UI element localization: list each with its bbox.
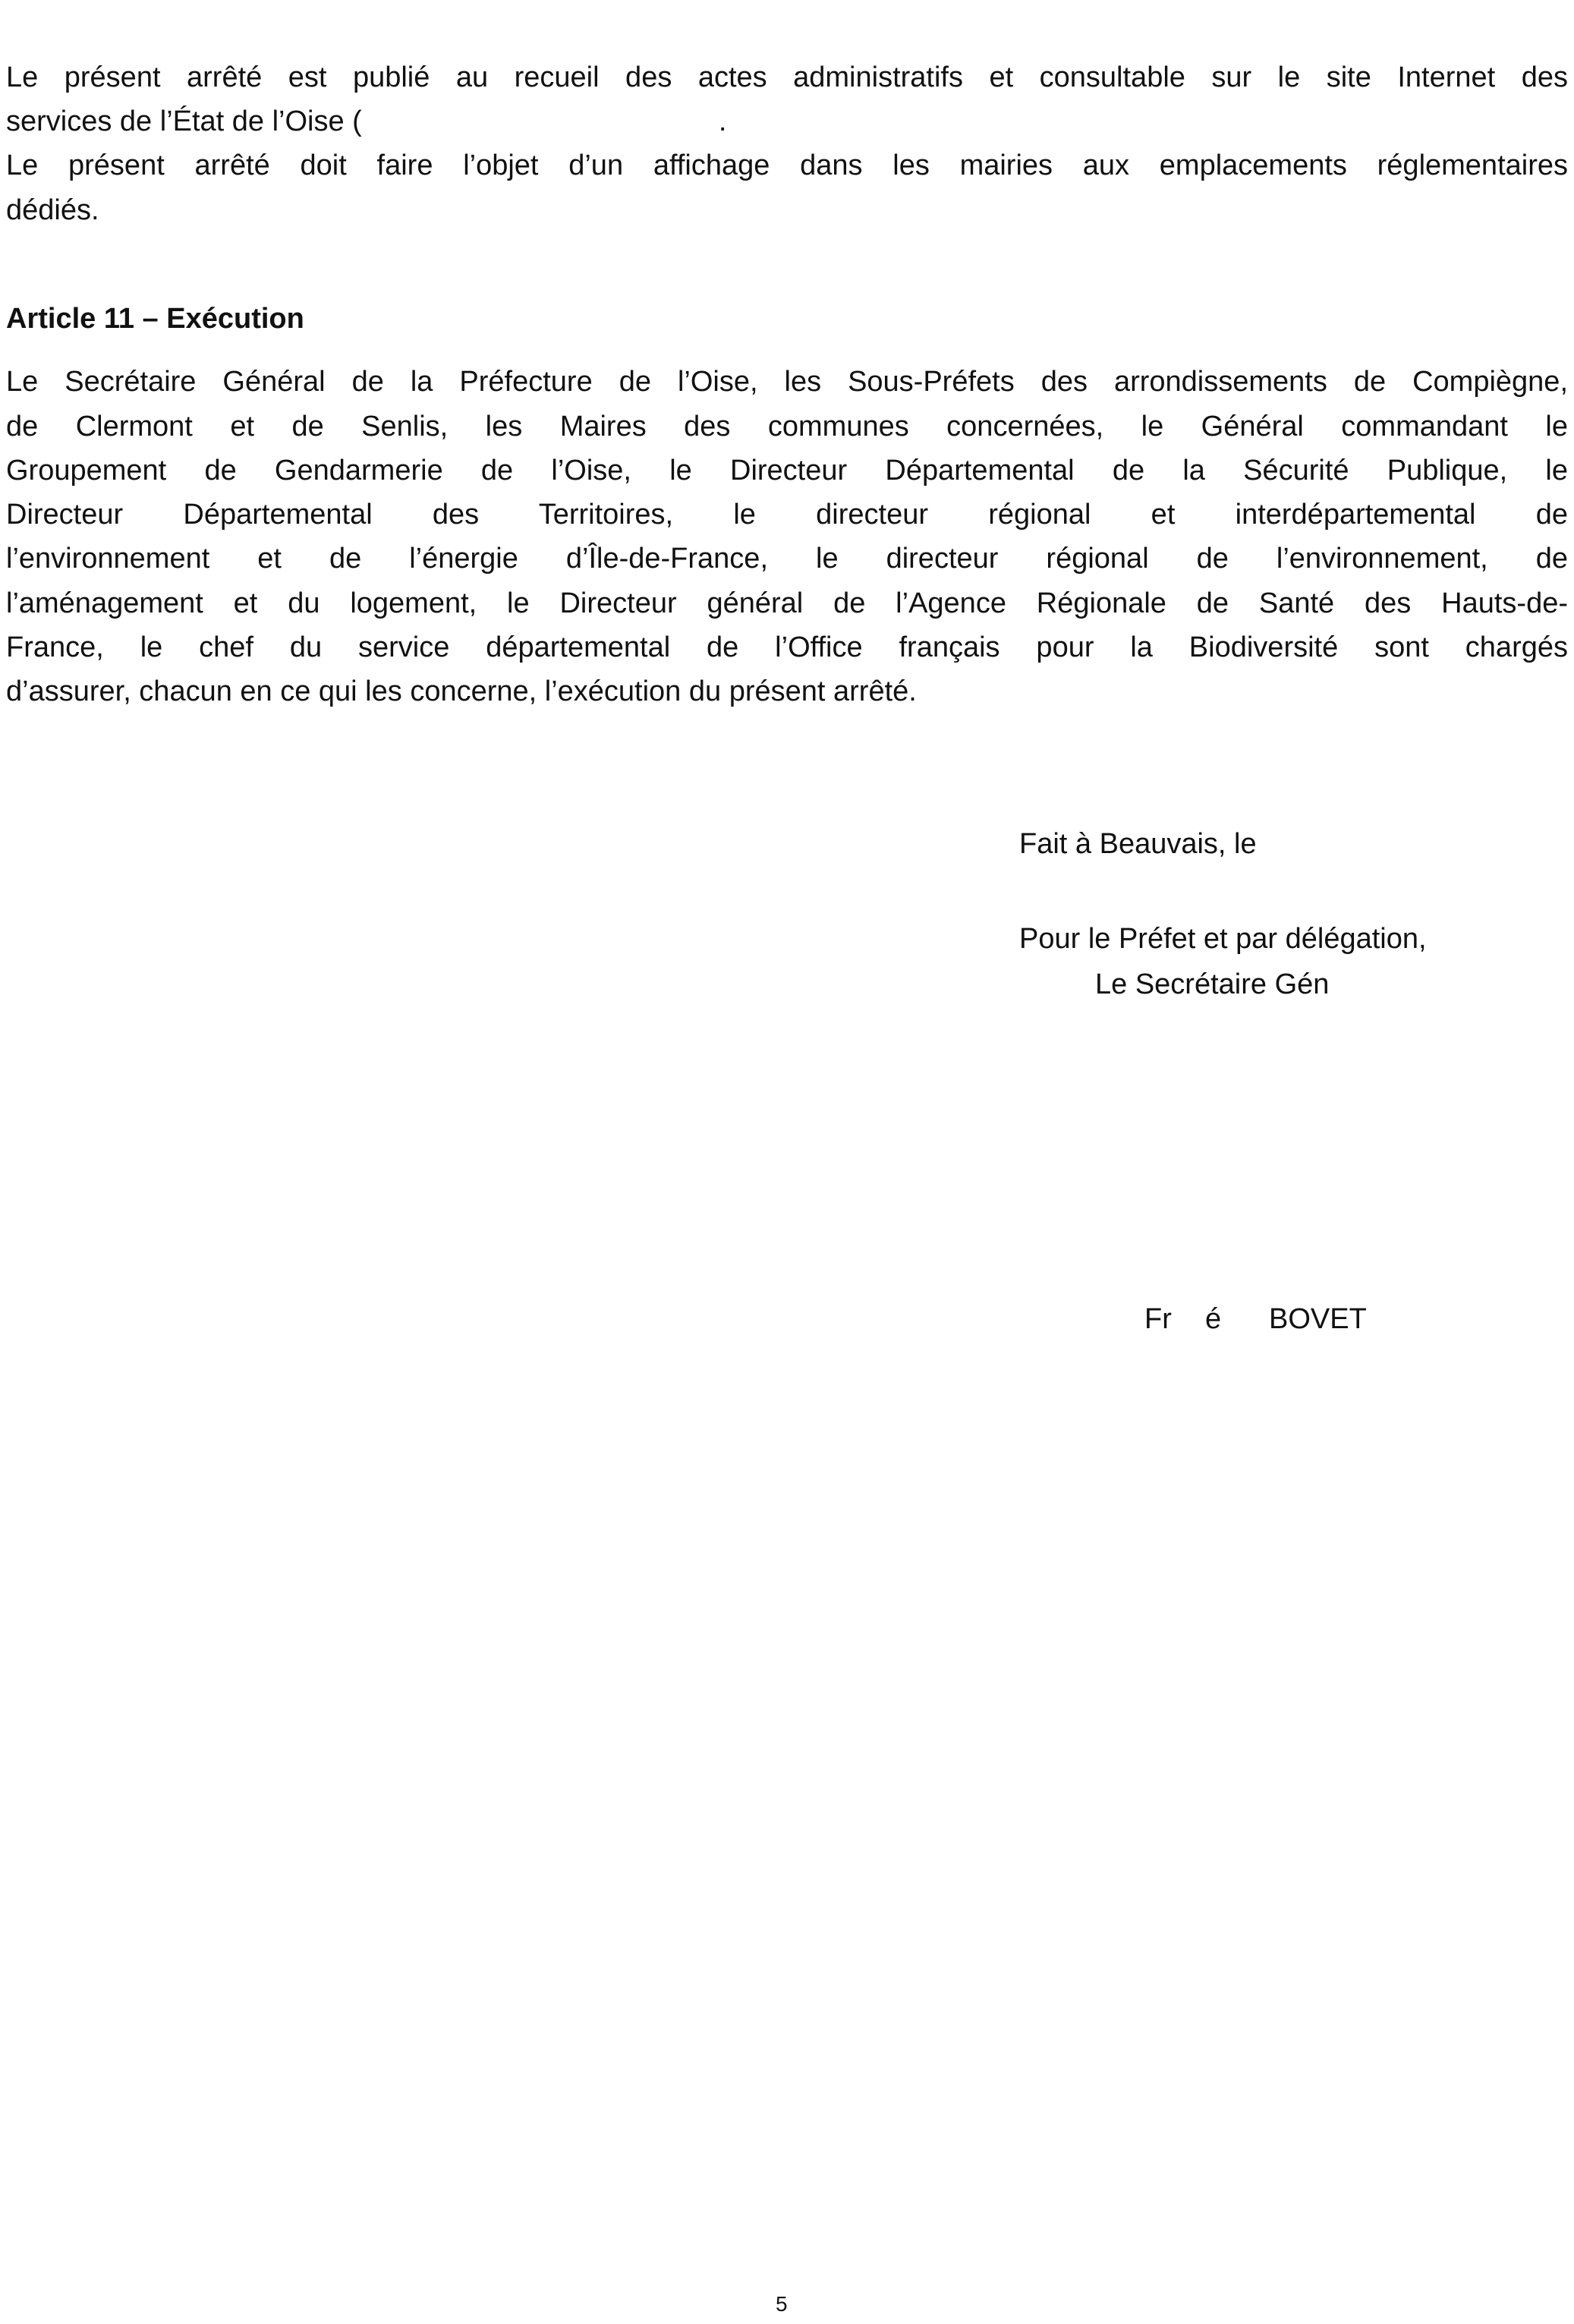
publication-line-1: Le présent arrêté est publié au recueil des actes administratifs et consultable sur le site Internet des (6, 61, 1568, 93)
publication-line-2 (6, 99, 726, 143)
publication-line-2-end: . (718, 105, 727, 137)
article-11-line-7: France, le chef du service départemental de l’Office français pour la Biodiversité sont chargés (6, 631, 1568, 663)
article-11-line-1: Le Secrétaire Général de la Préfecture de l’Oise, les Sous-Préfets des arrondissements de Compiègne, (6, 366, 1568, 398)
article-11-heading: Article 11 – Exécution (6, 303, 304, 335)
page-number: 5 (776, 2292, 788, 2316)
signatory-name-part-3: BOVET (1269, 1303, 1367, 1335)
signature-delegation: Pour le Préfet et par délégation, (1019, 923, 1427, 955)
signature-title: Le Secrétaire Gén (1095, 968, 1330, 1000)
article-11-line-4: Directeur Départemental des Territoires, le directeur régional et interdépartemental de (6, 499, 1568, 531)
article-11-line-3: Groupement de Gendarmerie de l’Oise, le Directeur Départemental de la Sécurité Publique, le (6, 455, 1568, 487)
signatory-name (1144, 1297, 1367, 1341)
article-11-line-2: de Clermont et de Senlis, les Maires des communes concernées, le Général commandant le (6, 411, 1568, 442)
publication-line-3: Le présent arrêté doit faire l’objet d’un affichage dans les mairies aux emplacements réglementaires (6, 150, 1568, 181)
publication-line-2-start: services de l’État de l’Oise ( (6, 105, 362, 137)
article-11-line-6: l’aménagement et du logement, le Directeur général de l’Agence Régionale de Santé des Hauts-de- (6, 587, 1568, 619)
signature-place: Fait à Beauvais, le (1019, 828, 1257, 860)
signatory-name-part-2: é (1205, 1303, 1222, 1335)
signatory-name-part-1: Fr (1144, 1303, 1172, 1335)
article-11-line-5: l’environnement et de l’énergie d’Île-de-France, le directeur régional de l’environnement, de (6, 543, 1568, 575)
publication-line-4: dédiés. (6, 194, 99, 226)
article-11-line-8: d’assurer, chacun en ce qui les concerne, l’exécution du présent arrêté. (6, 675, 917, 707)
